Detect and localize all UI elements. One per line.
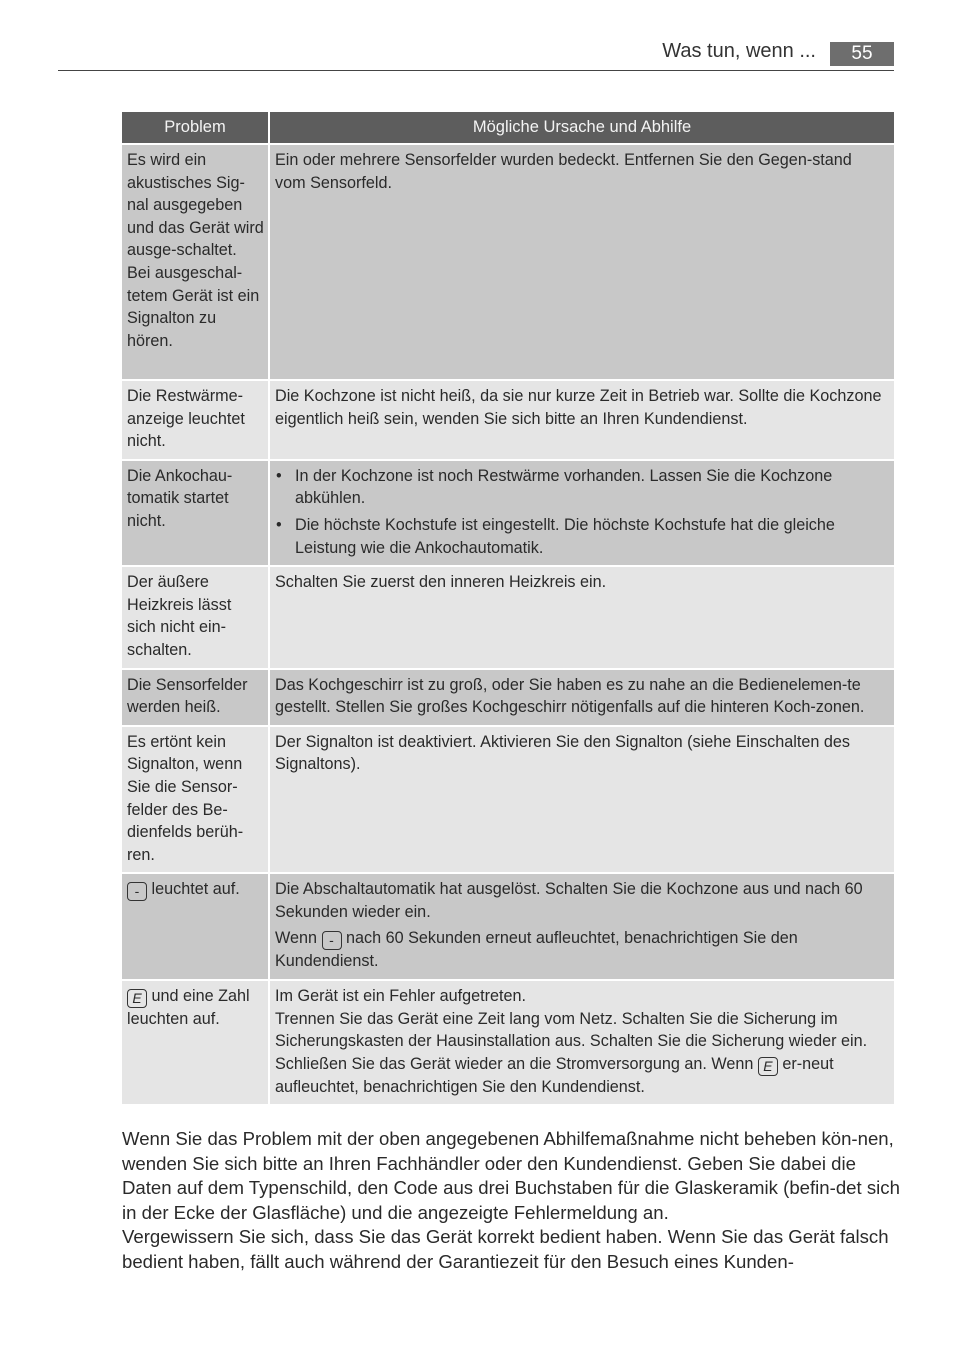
troubleshooting-table [122,112,894,1104]
remedy-text: Ein oder mehrere Sensorfelder wurden bedeckt. Entfernen Sie den Gegen-stand vom Sensorfeld. [275,151,852,192]
problem-text: Es ertönt kein Signalton, wenn Sie die Sensor-felder des Be-dienfelds berüh-ren. [127,732,244,864]
problem-cell [122,668,268,725]
minus-symbol-icon: - [322,931,342,950]
closing-text [122,1127,902,1275]
remedy-end: er-neut aufleuchtet, benachrichtigen Sie den Kundendienst. [275,1054,834,1096]
bullet-text: In der Kochzone ist noch Restwärme vorhanden. Lassen Sie die Kochzone abkühlen. [295,466,833,508]
remedy-first-line: Im Gerät ist ein Fehler aufgetreten. [275,987,527,1006]
remedy-main: Trennen Sie das Gerät eine Zeit lang vom Netz. Schalten Sie die Sicherung im Sicherungskasten der Hausinstallation aus. Schalten Sie die Sicherung wieder ein. Schließen Sie das Gerät wieder an die Stromversorgung an. Wenn [275,1009,868,1073]
problem-text: Die Ankochau-tomatik startet nicht. [127,466,233,530]
problem-cell [122,725,268,873]
bullet-icon: • [276,515,282,534]
page-number: 55 [830,42,894,66]
error-symbol-icon: E [127,989,147,1008]
list-item [275,465,884,510]
problem-text: Der äußere Heizkreis lässt sich nicht ein-schalten. [127,573,232,659]
problem-cell [122,459,268,565]
bullet-icon: • [276,466,282,485]
problem-text: Es wird ein akustisches Sig-nal ausgegeben und das Gerät wird ausge-schaltet. Bei ausgeschal-tetem Gerät ist ein Signalton zu hören. [127,151,264,350]
remedy-suffix: nach 60 Sekunden erneut aufleuchtet, benachrichtigen Sie den Kundendienst. [275,929,798,971]
table-row [122,565,894,667]
remedy-cell [268,725,894,873]
remedy-bullet-list [275,465,884,559]
remedy-followup [275,927,884,973]
remedy-cell [268,565,894,667]
problem-cell [122,872,268,979]
column-header-remedy: Mögliche Ursache und Abhilfe [268,112,894,143]
bullet-text: Die höchste Kochstufe ist eingestellt. Die höchste Kochstufe hat die gleiche Leistung wie die Ankochautomatik. [295,515,835,557]
remedy-cell [268,668,894,725]
remedy-cell [268,872,894,979]
remedy-text: Das Kochgeschirr ist zu groß, oder Sie haben es zu nahe an die Bedienelemen-te gestellt. Stellen Sie großes Kochgeschirr nötigenfalls auf die hinteren Koch-zonen. [275,675,865,717]
remedy-text: Die Abschaltautomatik hat ausgelöst. Schalten Sie die Kochzone aus und nach 60 Sekunden wieder ein. [275,880,863,921]
page-header [58,38,894,71]
remedy-text: Der Signalton ist deaktiviert. Aktivieren Sie den Signalton (siehe Einschalten des Signaltons). [275,732,850,774]
problem-text: und eine Zahl leuchten auf. [127,987,250,1029]
table-row [122,379,894,459]
problem-text: Die Restwärme-anzeige leuchtet nicht. [127,387,245,451]
remedy-body [275,1008,884,1099]
table-row [122,459,894,565]
remedy-text: Die Kochzone ist nicht heiß, da sie nur kurze Zeit in Betrieb war. Sollte die Kochzone eigentlich heiß sein, wenden Sie sich bitte an Ihren Kundendienst. [275,387,882,428]
column-header-problem: Problem [122,112,268,143]
remedy-text: Schalten Sie zuerst den inneren Heizkreis ein. [275,573,607,592]
table-row [122,143,894,379]
remedy-prefix: Wenn [275,929,317,948]
error-symbol-icon: E [758,1057,778,1076]
closing-paragraph-1: Wenn Sie das Problem mit der oben angegebenen Abhilfemaßnahme nicht beheben kön-nen, wenden Sie sich bitte an Ihren Fachhändler oder den Kundendienst. Geben Sie dabei die Daten auf dem Typenschild, den Code aus drei Buchstaben für die Glaskeramik (befin-det sich in der Ecke der Glasfläche) und die angezeigte Fehlermeldung an. [122,1128,900,1223]
closing-paragraph-2: Vergewissern Sie sich, dass Sie das Gerät korrekt bedient haben. Wenn Sie das Gerät falsch bedient haben, fällt auch während der Garantiezeit für den Besuch eines Kunden- [122,1226,889,1272]
table-row [122,668,894,725]
problem-cell [122,143,268,379]
problem-cell [122,565,268,667]
section-title: Was tun, wenn ... [662,40,816,62]
table-row [122,872,894,979]
remedy-cell [268,379,894,459]
problem-cell [122,979,268,1104]
table-row [122,979,894,1104]
list-item [275,514,884,559]
problem-text: Die Sensorfelder werden heiß. [127,675,248,717]
remedy-cell [268,459,894,565]
table-header-row [122,112,894,143]
problem-cell [122,379,268,459]
minus-symbol-icon: - [127,882,147,901]
problem-text: leuchtet auf. [151,880,240,899]
remedy-cell [268,979,894,1104]
remedy-cell [268,143,894,379]
table-row [122,725,894,873]
